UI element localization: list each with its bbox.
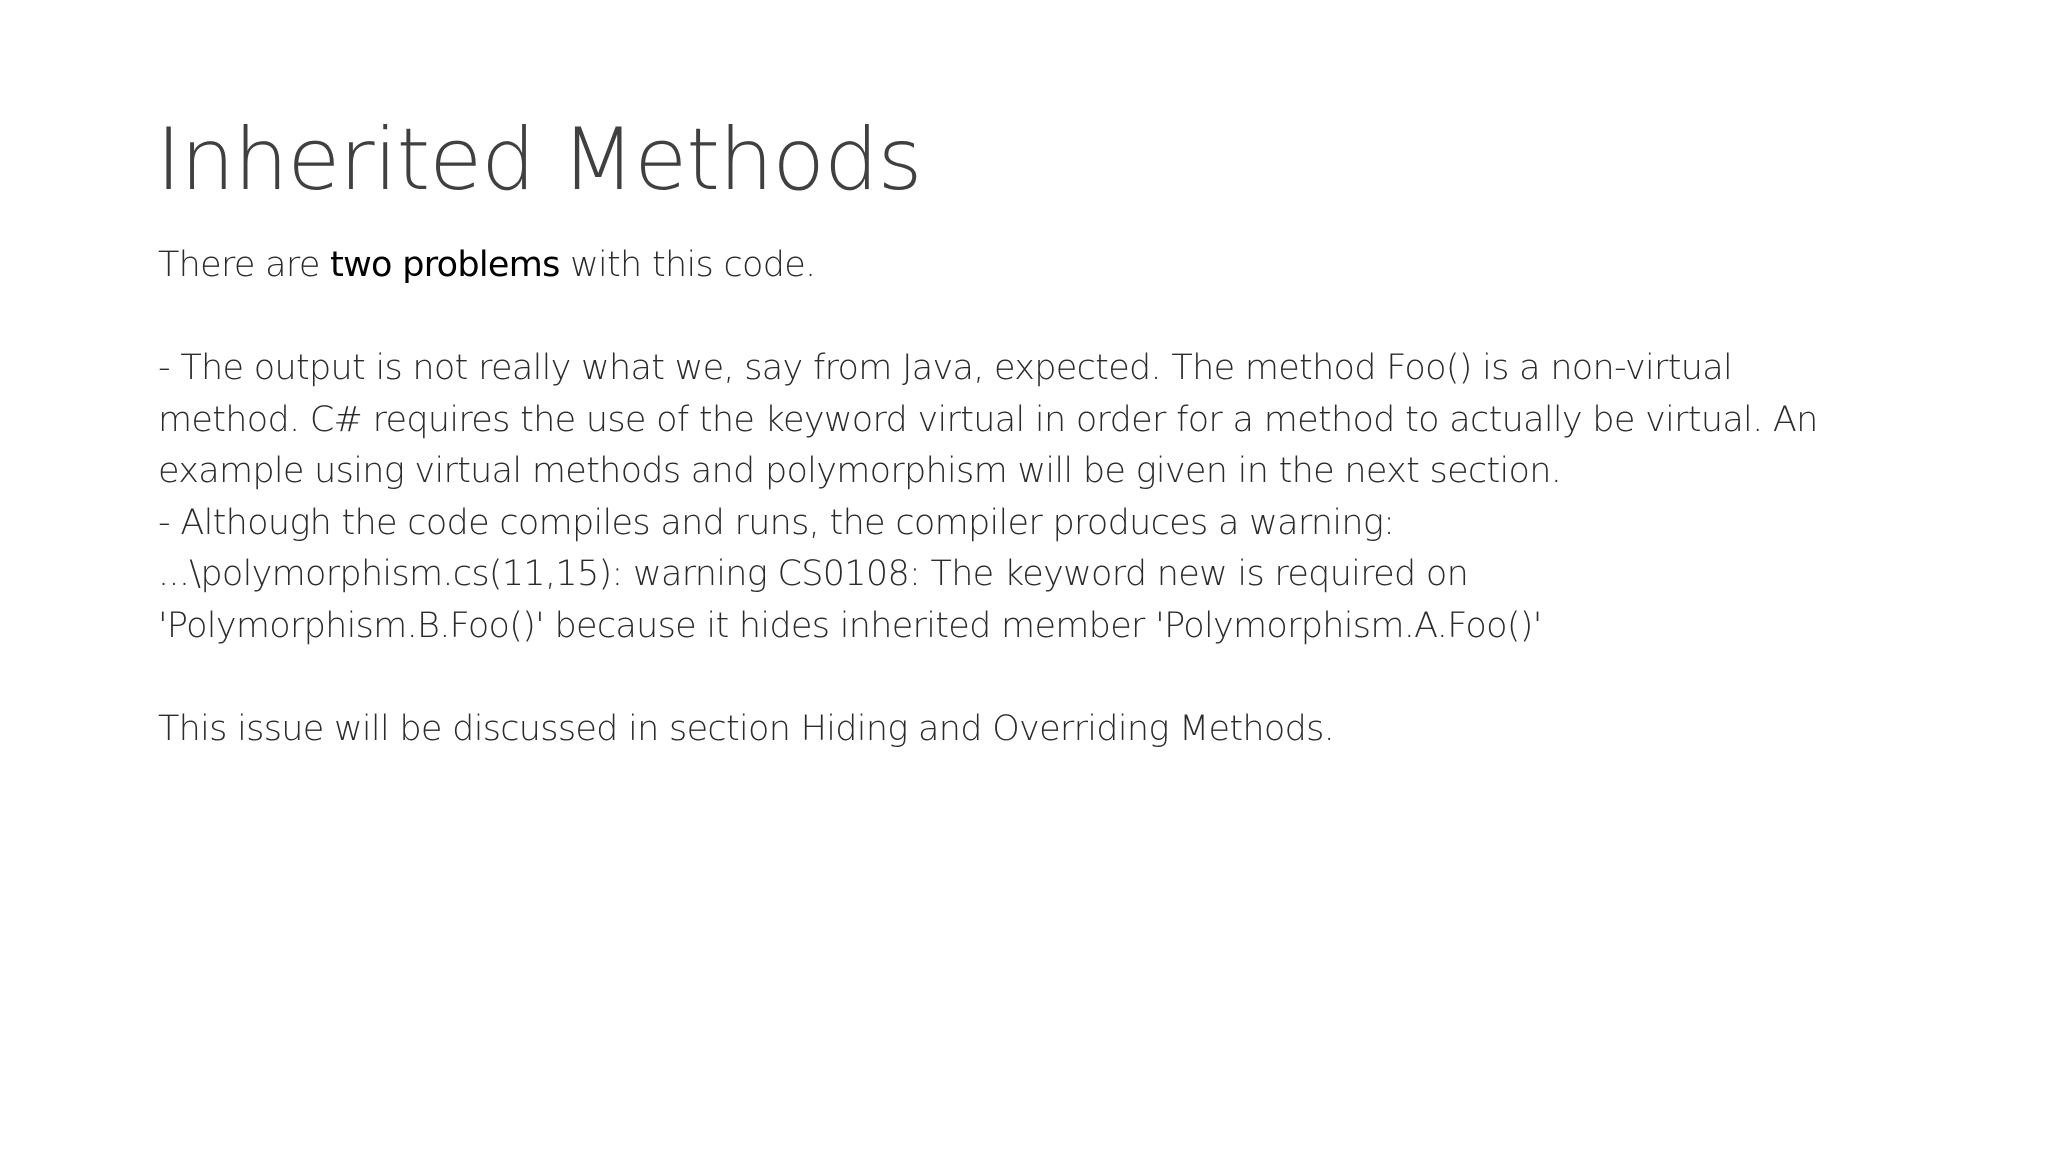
intro-emphasis: two problems [330, 245, 560, 285]
problem-1-line-1: - The output is not really what we, say from Java, expected. The method Foo() is a non-virtual [158, 348, 1732, 388]
conclusion-text: This issue will be discussed in section Hiding and Overriding Methods. [158, 708, 1335, 749]
slide-body [158, 240, 1938, 755]
problem-2-line-2: ...\polymorphism.cs(11,15): warning CS0108: The keyword new is required on [158, 554, 1469, 594]
slide-title: Inherited Methods [156, 110, 922, 210]
problem-1-line-2: method. C# requires the use of the keyword virtual in order for a method to actually be virtual. An [158, 399, 1818, 440]
problem-2-line-1: - Although the code compiles and runs, the compiler produces a warning: [158, 502, 1395, 543]
problem-1-line-3: example using virtual methods and polymorphism will be given in the next section. [158, 451, 1562, 491]
paragraph-gap [158, 292, 1938, 344]
problem-1 [158, 343, 1938, 498]
intro-before: There are [158, 245, 331, 285]
problem-2 [158, 498, 1938, 653]
intro-after: with this code. [559, 245, 816, 285]
problem-2-line-3: 'Polymorphism.B.Foo()' because it hides inherited member 'Polymorphism.A.Foo()' [158, 605, 1542, 646]
paragraph-gap [158, 652, 1938, 704]
intro-sentence [158, 240, 1938, 292]
